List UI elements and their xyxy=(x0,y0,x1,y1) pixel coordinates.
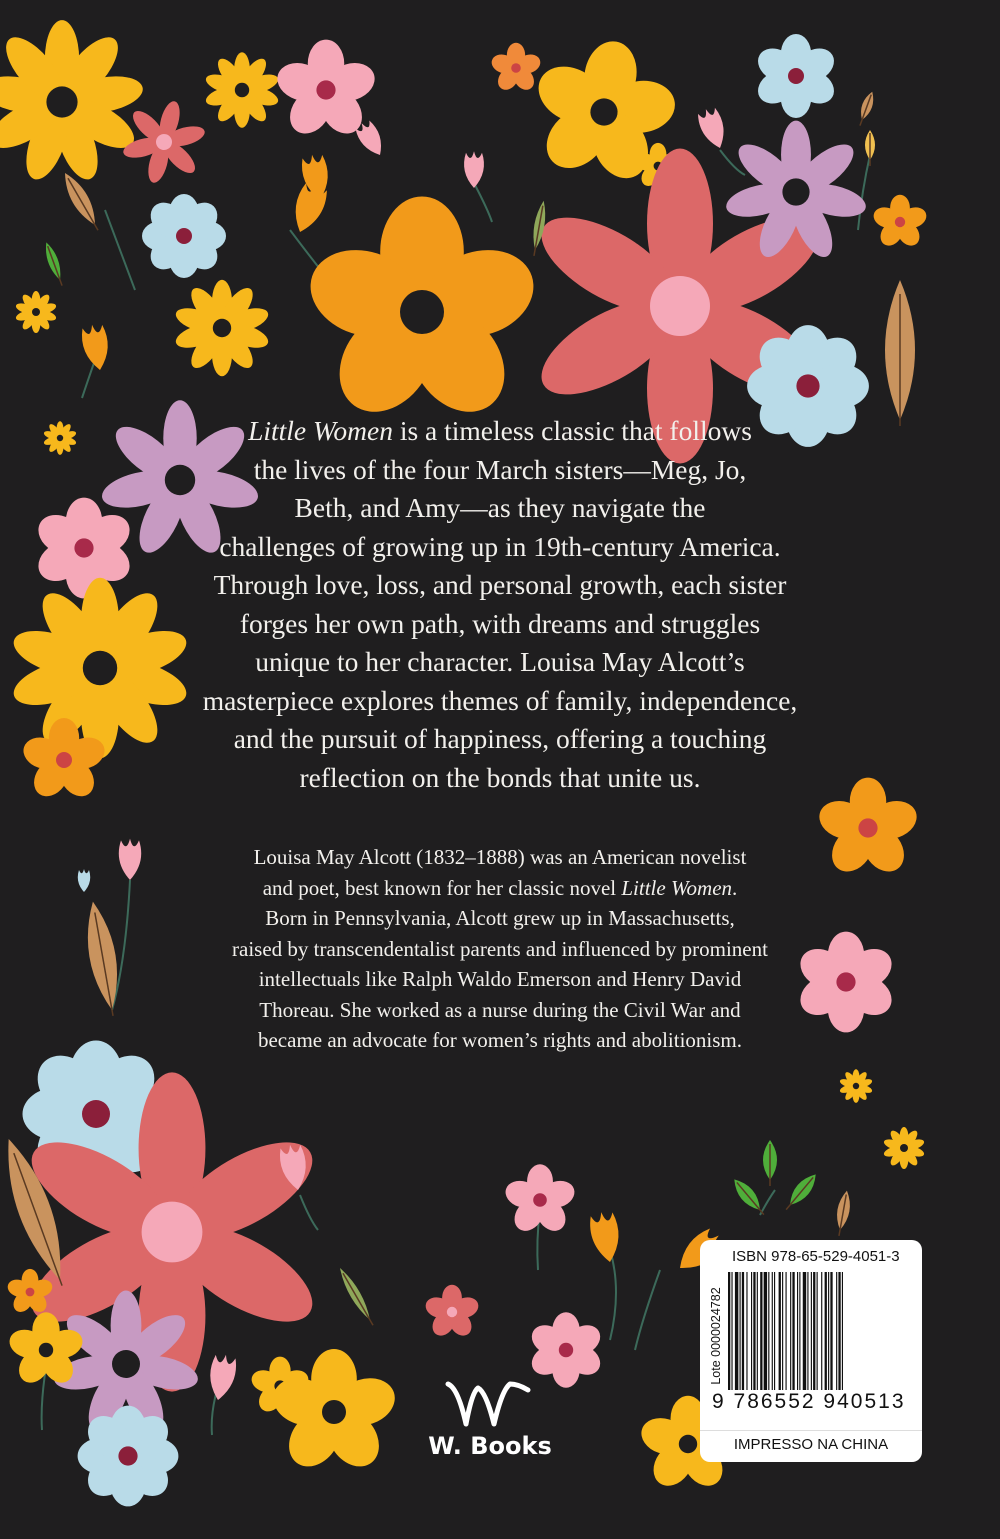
blue-flower xyxy=(78,1406,179,1507)
pink-blossom-flower xyxy=(31,498,137,599)
green-leaf xyxy=(781,1170,821,1214)
orange-flower xyxy=(489,43,543,94)
tiny-yellow-flower xyxy=(839,1069,873,1103)
blurb-line: Little Women is a timeless classic that follows xyxy=(248,415,752,446)
printed-in-label: IMPRESSO NA CHINA xyxy=(700,1430,922,1459)
tiny-yellow-flower xyxy=(43,421,77,455)
pink-blossom-flower xyxy=(502,1164,578,1236)
green-leaf xyxy=(42,241,67,288)
blue-flower xyxy=(752,34,840,118)
blurb-line: challenges of growing up in 19th-century America. xyxy=(219,530,781,562)
tulip-flower xyxy=(206,1353,239,1403)
stem xyxy=(858,155,870,230)
blurb-line: the lives of the four March sisters—Meg, Jo, xyxy=(253,453,747,485)
blue-flower xyxy=(142,194,226,278)
bio-line: and poet, best known for her classic novel Little Women. xyxy=(262,875,738,900)
coral-flower xyxy=(423,1285,481,1340)
tiny-yellow-flower xyxy=(883,1127,926,1169)
tulip-flower xyxy=(119,839,141,880)
tulip-flower xyxy=(80,323,113,373)
orange-flower xyxy=(299,197,545,431)
author-bio-text xyxy=(180,842,820,1056)
tulip-flower xyxy=(78,869,90,892)
tulip-flower xyxy=(588,1210,624,1265)
tan-leaf xyxy=(58,169,105,234)
yellow-daisy-flower xyxy=(204,52,281,128)
leaf xyxy=(865,130,875,166)
lot-number: Lote 0000024782 xyxy=(709,1287,723,1385)
bio-line: raised by transcendentalist parents and influenced by prominent xyxy=(232,936,768,961)
publisher-name: W. Books xyxy=(428,1432,552,1460)
yellow-daisy-flower xyxy=(173,280,271,377)
blurb-line: Through love, loss, and personal growth, each sister xyxy=(213,569,787,600)
w-books-logo-icon xyxy=(444,1380,536,1430)
stem xyxy=(475,185,492,222)
tiny-yellow-flower xyxy=(15,291,58,333)
orange-flower xyxy=(871,195,929,250)
blurb-text xyxy=(150,412,850,797)
bio-line: intellectuals like Ralph Waldo Emerson and Henry David xyxy=(258,967,742,991)
stem xyxy=(82,360,95,398)
green-leaf xyxy=(763,1140,777,1186)
bio-line: became an advocate for women’s rights and abolitionism. xyxy=(257,1028,743,1052)
isbn-number: ISBN 978-65-529-4051-3 xyxy=(732,1248,900,1265)
blurb-line: unique to her character. Louisa May Alcott’s xyxy=(255,646,745,677)
barcode xyxy=(728,1272,914,1392)
blurb-line: reflection on the bonds that unite us. xyxy=(299,761,701,793)
bio-line: Louisa May Alcott (1832–1888) was an American novelist xyxy=(253,845,747,869)
blurb-line: masterpiece explores themes of family, independence, xyxy=(202,684,798,716)
stem xyxy=(760,1190,775,1215)
olive-leaf xyxy=(336,1266,378,1328)
pink-blossom-flower xyxy=(526,1312,605,1388)
tan-leaf xyxy=(885,280,915,426)
yellow-daisy-flower xyxy=(0,20,146,185)
blurb-line: forges her own path, with dreams and struggles xyxy=(239,607,761,639)
tan-leaf xyxy=(80,899,126,1018)
green-leaf xyxy=(729,1175,769,1219)
barcode-digits: 9 786552 940513 xyxy=(712,1390,906,1413)
tulip-flower xyxy=(695,105,730,152)
blurb-line: Beth, and Amy—as they navigate the xyxy=(294,492,706,523)
stem xyxy=(635,1270,660,1350)
stem xyxy=(300,1195,318,1230)
blurb-line: and the pursuit of happiness, offering a touching xyxy=(233,723,767,754)
stem xyxy=(610,1250,616,1340)
publisher-logo xyxy=(420,1380,560,1470)
tan-leaf xyxy=(855,90,877,127)
tulip-flower xyxy=(464,151,484,188)
stem xyxy=(105,210,135,290)
tan-leaf xyxy=(833,1190,853,1237)
bio-line: Born in Pennsylvania, Alcott grew up in Massachusetts, xyxy=(265,906,735,930)
barcode-label xyxy=(700,1240,922,1462)
bio-line: Thoreau. She worked as a nurse during the Civil War and xyxy=(259,997,741,1022)
